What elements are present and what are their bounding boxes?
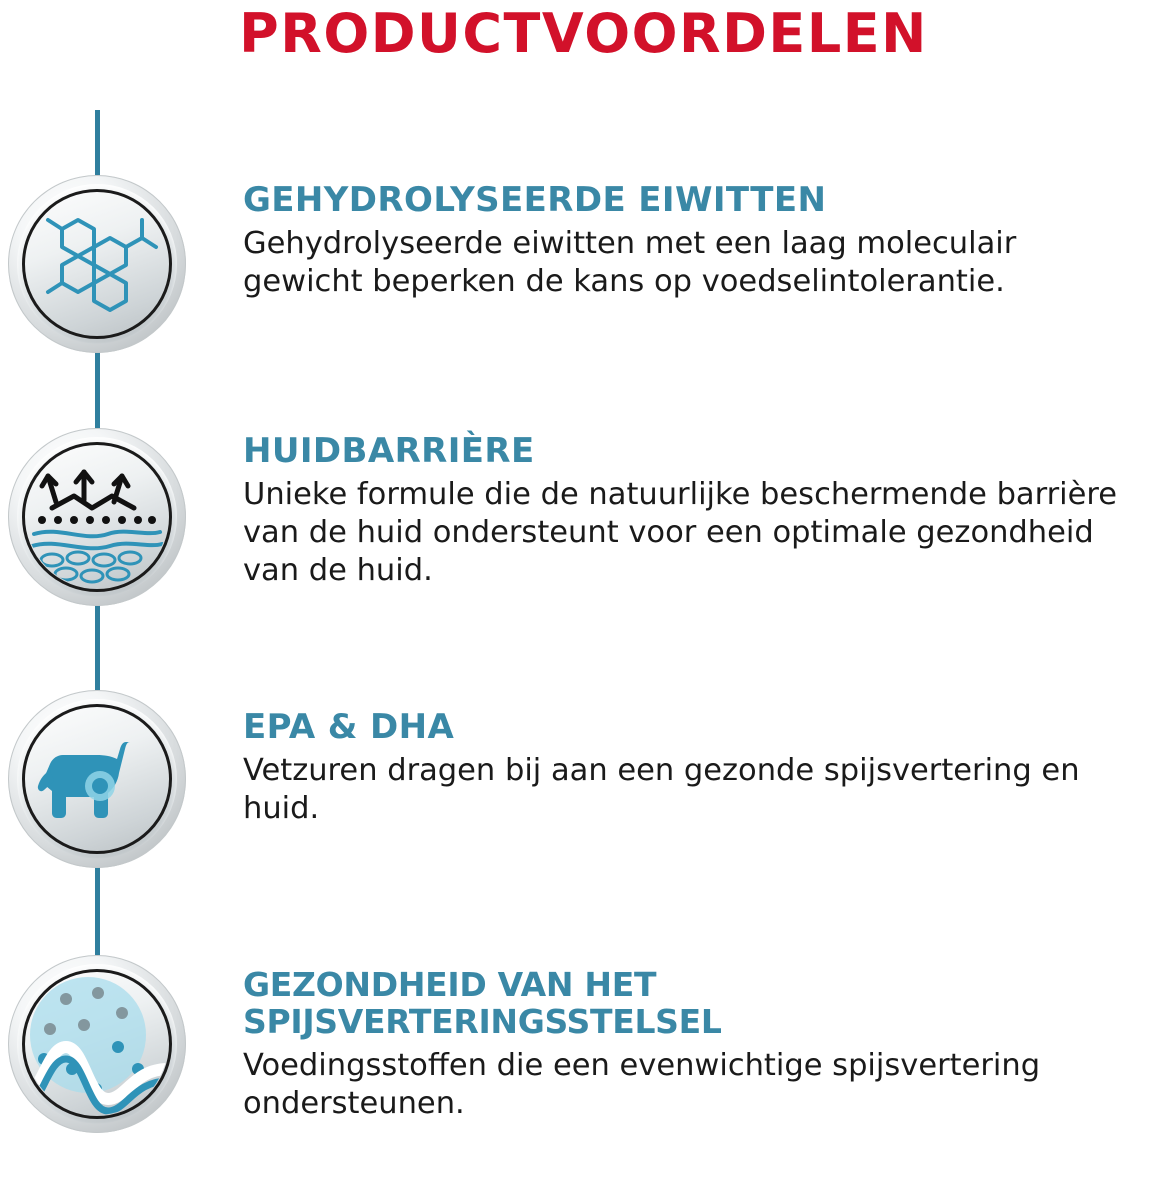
benefit-heading: HUIDBARRIÈRE [243, 431, 535, 471]
benefit-body: Gehydrolyseerde eiwitten met een laag moleculair gewicht beperken de kans op voedselintolerantie. [243, 226, 1017, 300]
page-title: PRODUCTVOORDELEN [239, 2, 928, 65]
digestive-health-icon [26, 973, 168, 1115]
benefit-text-block [243, 432, 1133, 590]
benefit-body: Vetzuren dragen bij aan een gezonde spijsvertering en huid. [243, 753, 1080, 827]
benefit-heading: GEHYDROLYSEERDE EIWITTEN [243, 180, 827, 220]
benefit-body: Unieke formule die de natuurlijke beschermende barrière van de huid ondersteunt voor een optimale gezondheid van de huid. [243, 477, 1118, 589]
benefit-heading: EPA & DHA [243, 707, 455, 747]
skin-barrier-icon [26, 446, 168, 588]
benefit-icon-wrapper [8, 175, 186, 353]
molecule-icon [26, 193, 168, 335]
benefit-text-block [243, 181, 1133, 301]
benefit-icon-wrapper [8, 955, 186, 1133]
benefit-text-block [243, 967, 1133, 1123]
benefit-text-block [243, 708, 1133, 828]
benefit-body: Voedingsstoffen die een evenwichtige spijsvertering ondersteunen. [243, 1047, 1041, 1122]
dog-icon [26, 708, 168, 850]
benefit-icon-wrapper [8, 690, 186, 868]
benefit-icon-wrapper [8, 428, 186, 606]
benefit-heading: GEZONDHEID VAN HET SPIJSVERTERINGSSTELSEL [243, 965, 722, 1041]
